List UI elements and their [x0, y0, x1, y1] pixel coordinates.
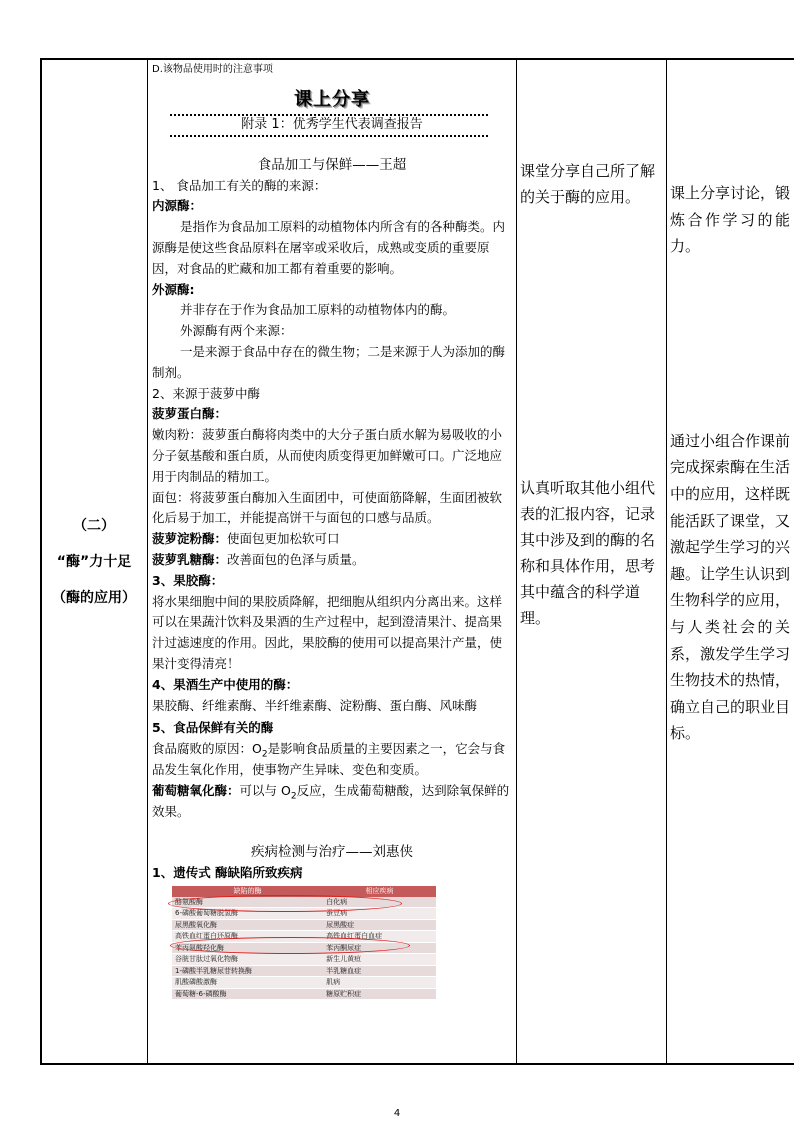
text-pectinase: 将水果细胞中间的果胶质降解，把细胞从组织内分离出来。这样可以在果蔬汁饮料及果酒的生产过程中，起到澄清果汁、提高果汁过滤速度的作用。因此，果胶酶的使用可以提高果汁产量，使果汁变得清亮！ [152, 593, 503, 671]
banner [152, 90, 512, 112]
text-pineapple-lactase: 改善面包的色泽与质量。 [227, 551, 365, 567]
text-spoilage-cause [152, 739, 512, 781]
section-subtitle: （酶的应用） [52, 589, 136, 606]
highlight-ring-albinism [168, 895, 402, 912]
student-activity-cell [518, 60, 664, 1063]
highlight-ring-pku [170, 937, 410, 954]
table-cell: 谷胱甘肽过氧化物酶 [172, 954, 323, 966]
text-wine-enzymes: 果胶酶、纤维素酶、半纤维素酶、淀粉酶、蛋白酶、风味酶 [152, 697, 478, 713]
appendix-title: 附录 1：优秀学生代表调查报告 [241, 116, 423, 132]
dotted-divider-bottom [170, 135, 488, 137]
table-row [172, 988, 436, 1000]
label-endogenous-enzyme: 内源酶： [152, 198, 203, 214]
text-exogenous-3: 一是来源于食品中存在的微生物；二是来源于人为添加的酶制剂。 [152, 343, 506, 380]
line-pineapple-lactase [152, 550, 512, 571]
label-exogenous-enzyme: 外源酶: [152, 281, 195, 297]
table-cell: 6-磷酸葡萄糖脱氢酶 [172, 908, 323, 920]
heading-wine-enzymes: 4、果酒生产中使用的酶： [152, 676, 299, 692]
text-bromelain-bread: 面包：将菠萝蛋白酶加入生面团中，可使面筋降解，生面团被软化后易于加工，并能提高饼干与面包的口感与品质。 [152, 489, 503, 526]
activity-listen: 认真听取其他小组代表的汇报内容，记录其中涉及到的酶的名称和具体作用，思考其中蕴含的科学道理。 [520, 479, 656, 627]
label-glucose-oxidase: 葡萄糖氧化酶： [152, 782, 240, 798]
design-intent-cell [668, 60, 794, 1063]
text-exogenous-2: 外源酶有两个来源： [180, 323, 293, 339]
table-row [172, 919, 436, 931]
text-endogenous-enzyme: 是指作为食品加工原料的动植物体内所含有的各种酶类。内源酶是使这些食品原料在屠宰或采收后，成熟或变质的重要原因，对食品的贮藏和加工都有着重要的影响。 [152, 219, 506, 276]
intent-group-work: 通过小组合作课前完成探索酶在生活中的应用，这样既能活跃了课堂，又激起学生学习的兴趣。让学生认识到生物科学的应用，与人类社会的关系，激发学生学习生物技术的热情，确立自己的职业目标。 [670, 431, 791, 743]
table-header-enzyme: 缺陷的酶 [172, 886, 323, 897]
text-glucose-oxidase [152, 781, 512, 823]
table-row [172, 965, 436, 977]
label-pineapple-amylase: 菠萝淀粉酶： [152, 531, 228, 547]
table-cell: 1-磷酸半乳糖尿苷转换酶 [172, 965, 323, 977]
content-cell [150, 60, 516, 1063]
heading-genetic-enzyme-disease: 1、遗传式 酶缺陷所致疾病 [152, 865, 303, 881]
subscript-2b: 2 [290, 791, 297, 802]
text-spoilage-a: 食品腐败的原因：O [152, 741, 262, 757]
activity-share: 课堂分享自己所了解的关于酶的应用。 [520, 162, 656, 206]
table-header-disease: 相应疾病 [323, 886, 436, 897]
heading-pineapple-enzyme: 2、来源于菠萝中酶 [152, 385, 260, 401]
section-label-cell [40, 58, 148, 1065]
table-row [172, 954, 436, 966]
text-bromelain-meat: 嫩肉粉：菠萝蛋白酶将肉类中的大分子蛋白质水解为易吸收的小分子氨基酸和蛋白质，从而使肉质变得更加鲜嫩可口。广泛地应用于肉制品的精加工。 [152, 427, 503, 484]
heading-enzyme-source: 1、 食品加工有关的酶的来源： [152, 177, 327, 193]
report-title-food: 食品加工与保鲜——王超 [257, 156, 407, 173]
text-glucose-a: 可以与 O [239, 782, 291, 798]
table-cell: 苯丙酮尿症 [323, 942, 436, 954]
table-row [172, 977, 436, 989]
table-cell: 苯丙氨酸羟化酶 [172, 942, 323, 954]
heading-preservation-enzymes: 5、食品保鲜有关的酶 [152, 720, 274, 736]
text-exogenous-1: 并非存在于作为食品加工原料的动植物体内的酶。 [180, 302, 456, 318]
section-title: “酶”力十足 [56, 553, 132, 570]
table-cell: 肌病 [323, 977, 436, 989]
table-cell: 葡萄糖-6-磷酸酶 [172, 988, 323, 1000]
text-pineapple-amylase: 使面包更加松软可口 [227, 531, 340, 547]
line-pineapple-amylase [152, 529, 512, 550]
section-number: （二） [73, 517, 115, 534]
table-cell: 尿黑酸氧化酶 [172, 919, 323, 931]
column-divider-3 [666, 58, 667, 1065]
table-cell: 糖原贮积症 [323, 988, 436, 1000]
subscript-2: 2 [261, 749, 268, 760]
label-bromelain: 菠萝蛋白酶： [152, 406, 228, 422]
label-pineapple-lactase: 菠萝乳糖酶： [152, 551, 228, 567]
table-cell: 半乳糖血症 [323, 965, 436, 977]
table-cell: 高铁血红蛋白还原酶 [172, 931, 323, 943]
table-cell: 蚕豆病 [323, 908, 436, 920]
intent-discussion: 课上分享讨论，锻炼合作学习的能力。 [670, 184, 791, 256]
table-cell: 白化病 [323, 897, 436, 908]
banner-title: 课上分享 [294, 89, 370, 110]
table-cell: 肌酸磷酸激酶 [172, 977, 323, 989]
top-note: D.该物品使用时的注意事项 [152, 64, 273, 75]
table-cell: 尿黑酸症 [323, 919, 436, 931]
table-cell: 新生儿黄疸 [323, 954, 436, 966]
report-title-disease: 疾病检测与治疗——刘惠侠 [251, 844, 413, 861]
page-number: 4 [393, 1108, 401, 1119]
table-cell: 酪氨酸酶 [172, 897, 323, 908]
table-bottom-border [40, 1063, 794, 1065]
enzyme-disease-image [152, 886, 512, 1001]
column-divider-2 [516, 58, 517, 1065]
text-glucose-b: 反应，生成葡萄糖酸，达到除氧保鲜的效果。 [152, 782, 510, 819]
heading-pectinase: 3、果胶酶： [152, 572, 224, 588]
text-spoilage-b: 是影响食品质量的主要因素之一，它会与食品发生氧化作用，使事物产生异味、变色和变质。 [152, 741, 506, 777]
table-cell: 高铁血红蛋白血症 [323, 931, 436, 943]
